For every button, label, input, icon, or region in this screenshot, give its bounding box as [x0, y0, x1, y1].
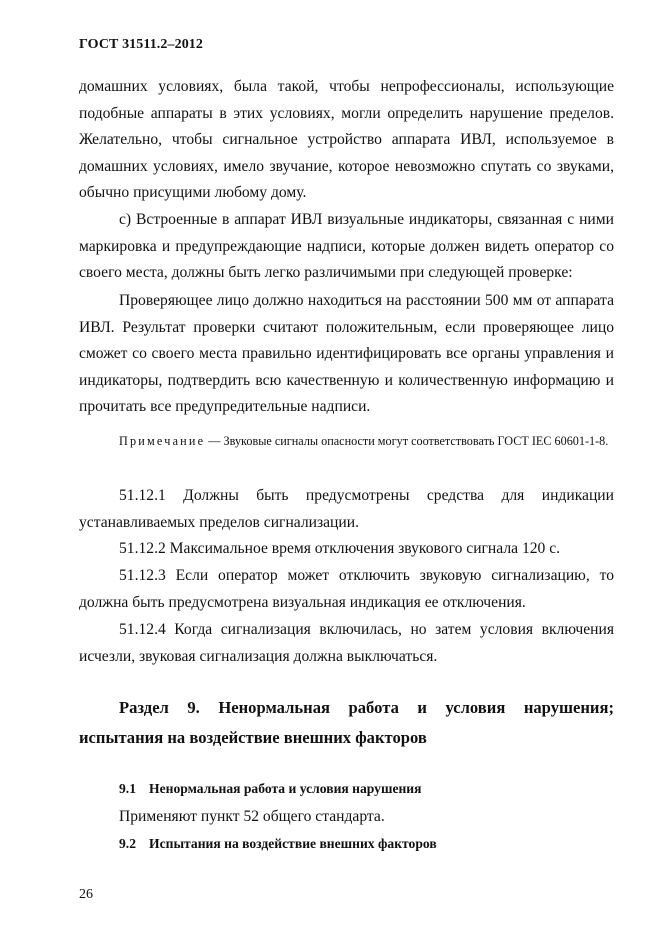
paragraph-51-12-1: 51.12.1 Должны быть предусмотрены средства для индикации устанавливаемых пределов сигнализации. — [79, 487, 614, 531]
paragraph-home-alarm: домашних условиях, была такой, чтобы непрофессионалы, использующие подобные аппараты в этих условиях, могли определить нарушение пределов. Желательно, чтобы сигнальное устройство аппарата ИВЛ, используемое в домашних условиях, имело звучание, которое невозможно спутать со звуками, обычно присущими любому дому. — [79, 78, 614, 202]
standard-header: ГОСТ 31511.2–2012 — [79, 37, 203, 52]
subsection-heading-9-1 — [119, 781, 422, 797]
paragraph-inspection: Проверяющее лицо должно находиться на расстоянии 500 мм от аппарата ИВЛ. Результат проверки считают положительным, если проверяющее лицо сможет со своего места правильно идентифицировать все органы управления и индикаторы, подтвердить всю качественную и количественную информацию и прочитать все предупредительные надписи. — [79, 292, 614, 416]
subsection-heading-9-2 — [119, 836, 437, 852]
subsection-number: 9.1 — [119, 781, 136, 796]
page-number: 26 — [79, 887, 93, 902]
note-label: Примечание — [119, 434, 206, 448]
paragraph-visual-indicators: с) Встроенные в аппарат ИВЛ визуальные индикаторы, связанная с ними маркировка и предупреждающие надписи, которые должен видеть оператор со своего места, должны быть легко различимыми при следующей проверке: — [79, 211, 614, 282]
paragraph-51-12-4: 51.12.4 Когда сигнализация включилась, но затем условия включения исчезли, звуковая сигнализация должна выключаться. — [79, 621, 614, 665]
subsection-text: Применяют пункт 52 общего стандарта. — [119, 808, 385, 825]
subsection-title: Испытания на воздействие внешних факторов — [149, 836, 437, 851]
section-title: Раздел 9. Ненормальная работа и условия нарушения; испытания на воздействие внешних факторов — [79, 698, 614, 747]
note — [79, 430, 614, 452]
paragraph-51-12-3: 51.12.3 Если оператор может отключить звуковую сигнализацию, то должна быть предусмотрена визуальная индикация ее отключения. — [79, 567, 614, 611]
subsection-number: 9.2 — [119, 836, 136, 851]
note-text: — Звуковые сигналы опасности могут соответствовать ГОСТ IEC 60601-1-8. — [205, 434, 609, 448]
subsection-title: Ненормальная работа и условия нарушения — [149, 781, 422, 796]
paragraph-51-12-2: 51.12.2 Максимальное время отключения звукового сигнала 120 с. — [119, 540, 561, 557]
